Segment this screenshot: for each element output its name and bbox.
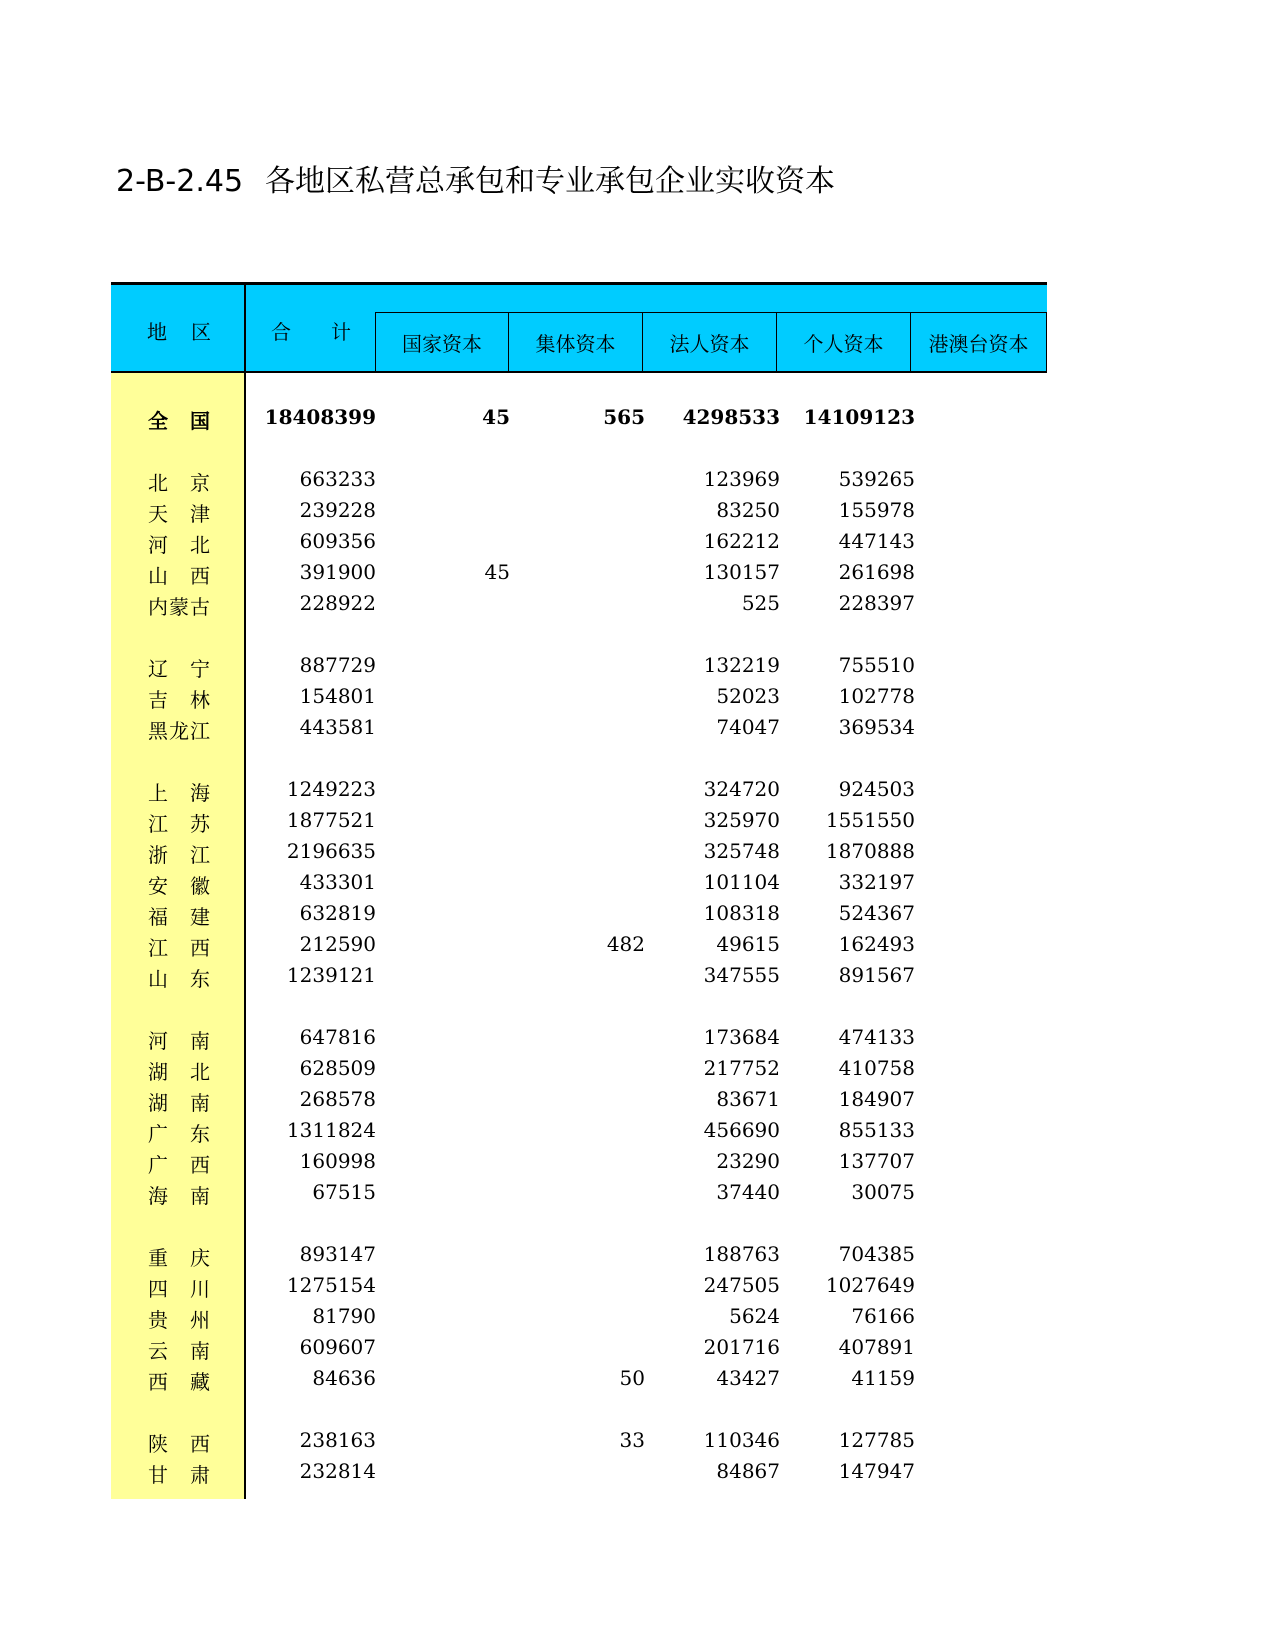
- region-name: 湖 南: [148, 1091, 210, 1115]
- cell-personal: 14109123: [803, 405, 915, 429]
- table-row: [0, 591, 1275, 621]
- cell-total: 268578: [299, 1087, 376, 1111]
- cell-personal: 891567: [838, 963, 915, 987]
- table-row: [0, 405, 1275, 435]
- header-state-capital: 国家资本: [375, 312, 509, 373]
- cell-legal: 84867: [716, 1459, 780, 1483]
- cell-personal: 127785: [838, 1428, 915, 1452]
- header-hk-macao-taiwan-capital: 港澳台资本: [910, 312, 1047, 373]
- region-name: 黑龙江: [148, 719, 210, 743]
- table-row: [0, 1242, 1275, 1272]
- region-name: 江 苏: [148, 812, 210, 836]
- cell-personal: 41159: [851, 1366, 915, 1390]
- cell-collective: 482: [606, 932, 645, 956]
- cell-personal: 228397: [838, 591, 915, 615]
- cell-personal: 1027649: [825, 1273, 915, 1297]
- table-row: [0, 963, 1275, 993]
- region-name: 河 南: [148, 1029, 210, 1053]
- cell-total: 239228: [299, 498, 376, 522]
- cell-personal: 137707: [838, 1149, 915, 1173]
- table-row: [0, 1149, 1275, 1179]
- cell-total: 238163: [299, 1428, 376, 1452]
- region-name: 广 东: [148, 1122, 210, 1146]
- table-row: [0, 1459, 1275, 1489]
- cell-total: 67515: [312, 1180, 376, 1204]
- cell-legal: 123969: [703, 467, 780, 491]
- table-row: [0, 932, 1275, 962]
- cell-total: 887729: [299, 653, 376, 677]
- cell-legal: 132219: [703, 653, 780, 677]
- cell-legal: 188763: [703, 1242, 780, 1266]
- header-region: 地 区: [147, 320, 213, 344]
- cell-total: 609356: [299, 529, 376, 553]
- table-row: [0, 1180, 1275, 1210]
- cell-personal: 755510: [838, 653, 915, 677]
- table-row: [0, 808, 1275, 838]
- cell-legal: 347555: [703, 963, 780, 987]
- cell-legal: 74047: [716, 715, 780, 739]
- table-row: [0, 870, 1275, 900]
- table-row: [0, 560, 1275, 590]
- cell-legal: 110346: [703, 1428, 780, 1452]
- cell-legal: 43427: [716, 1366, 780, 1390]
- header-personal-capital: 个人资本: [776, 312, 911, 373]
- table-row: [0, 529, 1275, 559]
- region-name: 山 东: [148, 967, 210, 991]
- cell-personal: 147947: [838, 1459, 915, 1483]
- cell-personal: 524367: [838, 901, 915, 925]
- cell-legal: 247505: [703, 1273, 780, 1297]
- cell-legal: 173684: [703, 1025, 780, 1049]
- cell-state: 45: [482, 405, 510, 429]
- table-row: [0, 1304, 1275, 1334]
- table-row: [0, 1335, 1275, 1365]
- page-title: [116, 156, 835, 200]
- cell-total: 81790: [312, 1304, 376, 1328]
- region-name: 内蒙古: [148, 595, 210, 619]
- table-row: [0, 901, 1275, 931]
- region-name: 西 藏: [148, 1370, 210, 1394]
- table-row: [0, 1087, 1275, 1117]
- cell-total: 154801: [299, 684, 376, 708]
- cell-personal: 155978: [838, 498, 915, 522]
- cell-total: 663233: [299, 467, 376, 491]
- cell-legal: 130157: [703, 560, 780, 584]
- cell-personal: 410758: [838, 1056, 915, 1080]
- cell-legal: 37440: [716, 1180, 780, 1204]
- region-name: 湖 北: [148, 1060, 210, 1084]
- region-name: 安 徽: [148, 874, 210, 898]
- cell-total: 1877521: [286, 808, 376, 832]
- cell-personal: 162493: [838, 932, 915, 956]
- cell-total: 609607: [299, 1335, 376, 1359]
- region-name: 贵 州: [148, 1308, 210, 1332]
- region-name: 陕 西: [148, 1432, 210, 1456]
- cell-total: 443581: [299, 715, 376, 739]
- table-row: [0, 684, 1275, 714]
- cell-legal: 4298533: [682, 405, 780, 429]
- table-row: [0, 1025, 1275, 1055]
- cell-total: 2196635: [286, 839, 376, 863]
- cell-legal: 217752: [703, 1056, 780, 1080]
- table-row: [0, 1056, 1275, 1086]
- cell-legal: 525: [741, 591, 780, 615]
- cell-state: 45: [484, 560, 510, 584]
- cell-personal: 369534: [838, 715, 915, 739]
- cell-legal: 162212: [703, 529, 780, 553]
- cell-total: 1249223: [286, 777, 376, 801]
- cell-personal: 855133: [838, 1118, 915, 1142]
- cell-collective: 33: [619, 1428, 645, 1452]
- cell-total: 893147: [299, 1242, 376, 1266]
- region-name: 北 京: [148, 471, 210, 495]
- region-name: 天 津: [148, 502, 210, 526]
- region-name: 重 庆: [148, 1246, 210, 1270]
- cell-legal: 324720: [703, 777, 780, 801]
- cell-legal: 201716: [703, 1335, 780, 1359]
- cell-personal: 76166: [851, 1304, 915, 1328]
- cell-total: 632819: [299, 901, 376, 925]
- cell-legal: 52023: [716, 684, 780, 708]
- cell-legal: 83250: [716, 498, 780, 522]
- region-name: 四 川: [148, 1277, 210, 1301]
- cell-total: 228922: [299, 591, 376, 615]
- cell-total: 212590: [299, 932, 376, 956]
- cell-legal: 108318: [703, 901, 780, 925]
- header-collective-capital: 集体资本: [508, 312, 643, 373]
- cell-personal: 1870888: [825, 839, 915, 863]
- header-legal-capital: 法人资本: [642, 312, 777, 373]
- region-name: 江 西: [148, 936, 210, 960]
- cell-total: 433301: [299, 870, 376, 894]
- cell-total: 1239121: [286, 963, 376, 987]
- cell-total: 84636: [312, 1366, 376, 1390]
- cell-total: 232814: [299, 1459, 376, 1483]
- table-row: [0, 498, 1275, 528]
- region-name: 辽 宁: [148, 657, 210, 681]
- region-name: 全 国: [148, 409, 210, 433]
- cell-legal: 325970: [703, 808, 780, 832]
- table-row: [0, 715, 1275, 745]
- table-row: [0, 777, 1275, 807]
- table-title: 各地区私营总承包和专业承包企业实收资本: [265, 164, 836, 199]
- region-name: 上 海: [148, 781, 210, 805]
- cell-collective: 565: [603, 405, 645, 429]
- cell-total: 1275154: [286, 1273, 376, 1297]
- cell-legal: 325748: [703, 839, 780, 863]
- cell-legal: 101104: [703, 870, 780, 894]
- region-name: 甘 肃: [148, 1463, 210, 1487]
- table-row: [0, 1428, 1275, 1458]
- cell-legal: 456690: [703, 1118, 780, 1142]
- cell-personal: 184907: [838, 1087, 915, 1111]
- cell-legal: 5624: [729, 1304, 780, 1328]
- cell-personal: 539265: [838, 467, 915, 491]
- cell-total: 391900: [299, 560, 376, 584]
- region-name: 福 建: [148, 905, 210, 929]
- cell-total: 647816: [299, 1025, 376, 1049]
- table-row: [0, 1366, 1275, 1396]
- region-name: 浙 江: [148, 843, 210, 867]
- region-name: 吉 林: [148, 688, 210, 712]
- cell-total: 1311824: [286, 1118, 376, 1142]
- cell-personal: 924503: [838, 777, 915, 801]
- cell-personal: 102778: [838, 684, 915, 708]
- table-row: [0, 653, 1275, 683]
- table-row: [0, 467, 1275, 497]
- cell-legal: 49615: [716, 932, 780, 956]
- cell-legal: 23290: [716, 1149, 780, 1173]
- cell-collective: 50: [619, 1366, 645, 1390]
- header-total: 合 计: [271, 320, 351, 344]
- cell-total: 160998: [299, 1149, 376, 1173]
- cell-personal: 447143: [838, 529, 915, 553]
- region-name: 广 西: [148, 1153, 210, 1177]
- table-number: 2-B-2.45: [116, 164, 244, 199]
- cell-personal: 1551550: [825, 808, 915, 832]
- table-row: [0, 1118, 1275, 1148]
- cell-personal: 332197: [838, 870, 915, 894]
- cell-personal: 704385: [838, 1242, 915, 1266]
- cell-legal: 83671: [716, 1087, 780, 1111]
- region-name: 山 西: [148, 564, 210, 588]
- region-name: 海 南: [148, 1184, 210, 1208]
- table-row: [0, 839, 1275, 869]
- table-row: [0, 1273, 1275, 1303]
- cell-total: 628509: [299, 1056, 376, 1080]
- cell-total: 18408399: [264, 405, 376, 429]
- region-name: 河 北: [148, 533, 210, 557]
- region-name: 云 南: [148, 1339, 210, 1363]
- cell-personal: 407891: [838, 1335, 915, 1359]
- cell-personal: 261698: [838, 560, 915, 584]
- cell-personal: 30075: [851, 1180, 915, 1204]
- cell-personal: 474133: [838, 1025, 915, 1049]
